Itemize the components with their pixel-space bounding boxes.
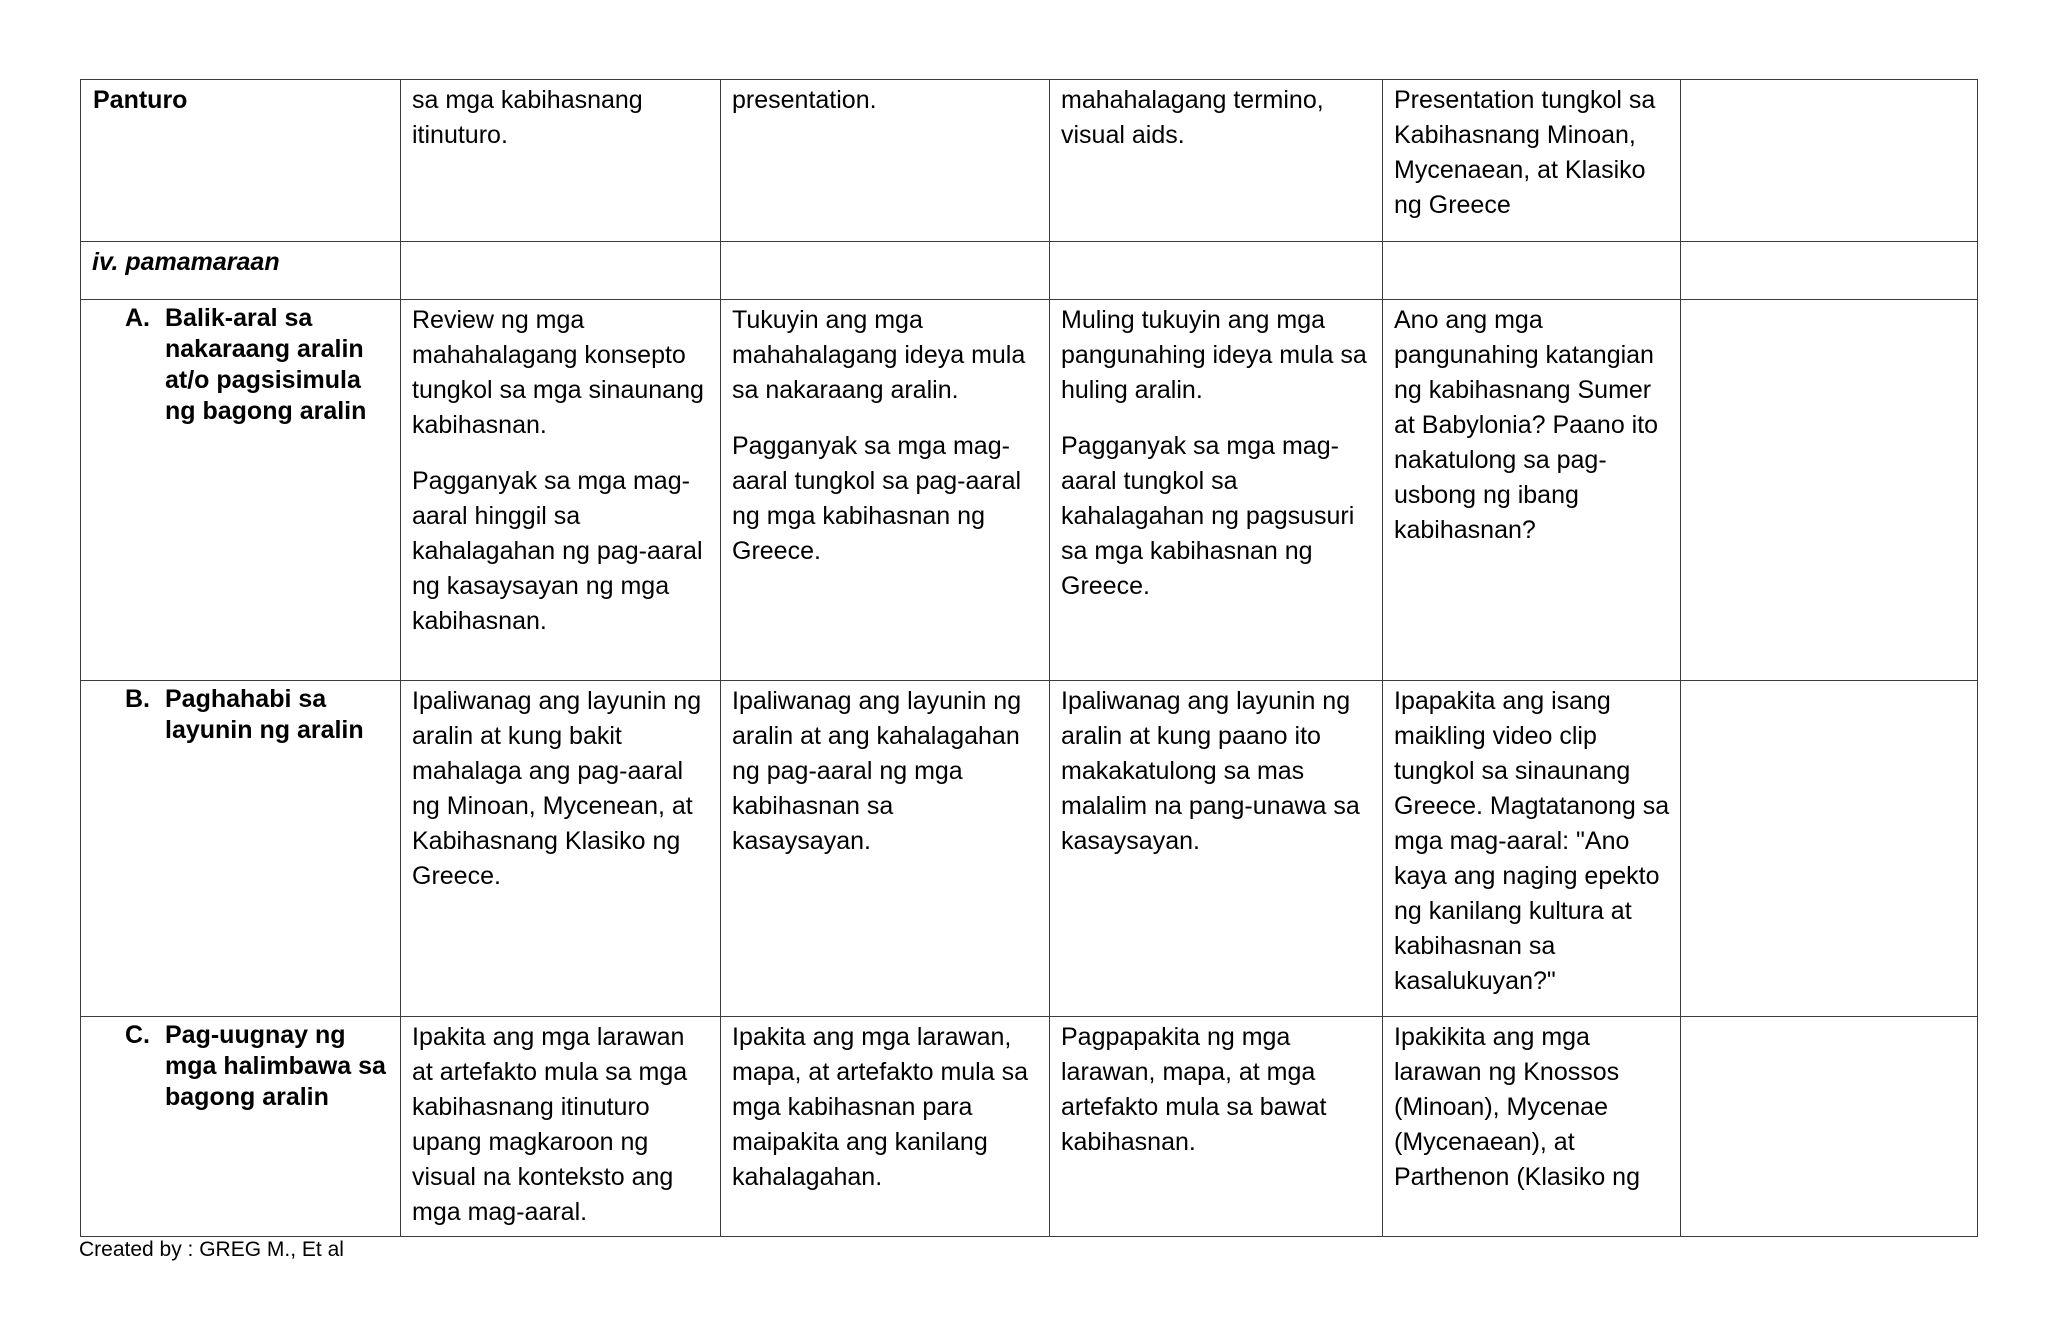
table-cell [1681, 1017, 1978, 1237]
table-cell [1050, 300, 1383, 681]
table-cell [1681, 80, 1978, 242]
cell-paragraph: Ipakita ang mga larawan at artefakto mula sa mga kabihasnang itinuturo upang magkaroon ng visual na konteksto ang mga mag-aaral. [412, 1023, 688, 1226]
cell-paragraph: Ipaliwanag ang layunin ng aralin at ang kahalagahan ng pag-aaral ng mga kabihasnan sa kasaysayan. [732, 687, 1022, 855]
cell-paragraph: mahahalagang termino, visual aids. [1061, 86, 1324, 149]
row-label: Balik-aral sa nakaraang aralin at/o pagsisimula ng bagong aralin [165, 304, 367, 425]
table-row [81, 242, 1978, 300]
table-cell [721, 1017, 1050, 1237]
row-label: iv. pamamaraan [92, 248, 280, 276]
row-letter: A. [125, 304, 150, 332]
cell-paragraph: Pagganyak sa mga mag-aaral tungkol sa kahalagahan ng pagsusuri sa mga kabihasnan ng Greece. [1061, 432, 1355, 600]
table-cell [1681, 242, 1978, 300]
row-label: Paghahabi sa layunin ng aralin [165, 685, 364, 744]
table-cell [1681, 681, 1978, 1017]
table-cell [721, 242, 1050, 300]
row-label-cell [81, 681, 401, 1017]
table-cell [401, 681, 721, 1017]
row-label: Panturo [93, 86, 188, 114]
footer-credit: Created by : GREG M., Et al [79, 1238, 344, 1261]
table-cell [1050, 80, 1383, 242]
cell-paragraph: Ipaliwanag ang layunin ng aralin at kung bakit mahalaga ang pag-aaral ng Minoan, Mycenean, at Kabihasnang Klasiko ng Greece. [412, 687, 702, 890]
table-cell [1383, 242, 1681, 300]
cell-paragraph: Ipapakita ang isang maikling video clip tungkol sa sinaunang Greece. Magtatanong sa mga mag-aaral: "Ano kaya ang naging epekto ng kanilang kultura at kabihasnan sa kasalukuyan?" [1394, 687, 1670, 995]
table-cell [721, 681, 1050, 1017]
cell-paragraph: sa mga kabihasnang itinuturo. [412, 86, 643, 149]
table-cell [1383, 300, 1681, 681]
cell-paragraph: Ipakita ang mga larawan, mapa, at artefakto mula sa mga kabihasnan para maipakita ang kanilang kahalagahan. [732, 1023, 1028, 1191]
row-letter: C. [125, 1021, 150, 1049]
row-letter: B. [125, 685, 150, 713]
cell-paragraph: Ipaliwanag ang layunin ng aralin at kung paano ito makakatulong sa mas malalim na pang-unawa sa kasaysayan. [1061, 687, 1360, 855]
cell-paragraph: Pagganyak sa mga mag-aaral tungkol sa pag-aaral ng mga kabihasnan ng Greece. [732, 432, 1022, 565]
lettered-label [92, 684, 390, 746]
table-cell [401, 80, 721, 242]
table-cell [1050, 242, 1383, 300]
cell-paragraph: Pagganyak sa mga mag-aaral hinggil sa kahalagahan ng pag-aaral ng kasaysayan ng mga kabihasnan. [412, 467, 703, 635]
cell-paragraph: Tukuyin ang mga mahahalagang ideya mula sa nakaraang aralin. [732, 306, 1026, 404]
cell-paragraph: Ano ang mga pangunahing katangian ng kabihasnang Sumer at Babylonia? Paano ito nakatulong sa pag-usbong ng ibang kabihasnan? [1394, 306, 1659, 544]
table-cell [721, 80, 1050, 242]
row-label-cell [81, 300, 401, 681]
table-cell [1383, 681, 1681, 1017]
table-cell [401, 300, 721, 681]
table-row [81, 1017, 1978, 1237]
lesson-plan-table [80, 79, 1978, 1237]
table-cell [1050, 1017, 1383, 1237]
cell-paragraph: presentation. [732, 86, 877, 114]
table-row [81, 80, 1978, 242]
table-cell [401, 1017, 721, 1237]
table-cell [401, 242, 721, 300]
table-row [81, 681, 1978, 1017]
row-label-cell [81, 80, 401, 242]
table-cell [1681, 300, 1978, 681]
cell-paragraph: Ipakikita ang mga larawan ng Knossos (Minoan), Mycenae (Mycenaean), at Parthenon (Klasiko ng [1394, 1023, 1640, 1191]
cell-paragraph: Muling tukuyin ang mga pangunahing ideya mula sa huling aralin. [1061, 306, 1367, 404]
row-label-cell [81, 1017, 401, 1237]
table-cell [1050, 681, 1383, 1017]
lettered-label [92, 303, 390, 427]
table-cell [1383, 1017, 1681, 1237]
cell-paragraph: Presentation tungkol sa Kabihasnang Minoan, Mycenaean, at Klasiko ng Greece [1394, 86, 1656, 219]
lettered-label [92, 1020, 390, 1113]
table-cell [721, 300, 1050, 681]
row-label-cell [81, 242, 401, 300]
cell-paragraph: Review ng mga mahahalagang konsepto tungkol sa mga sinaunang kabihasnan. [412, 306, 704, 439]
row-label: Pag-uugnay ng mga halimbawa sa bagong aralin [165, 1021, 386, 1111]
cell-paragraph: Pagpapakita ng mga larawan, mapa, at mga artefakto mula sa bawat kabihasnan. [1061, 1023, 1327, 1156]
table-row [81, 300, 1978, 681]
table-cell [1383, 80, 1681, 242]
